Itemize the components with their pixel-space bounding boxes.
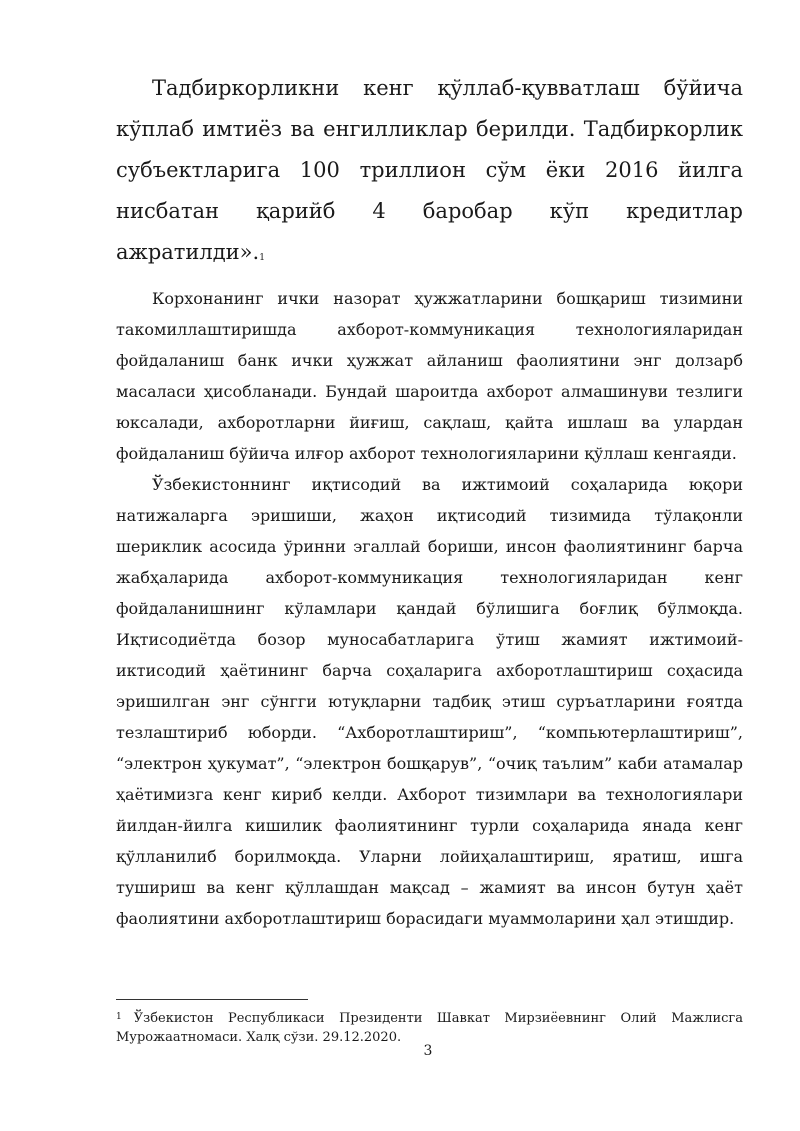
- footnote-marker: 1: [116, 1012, 122, 1022]
- footnote-separator: [116, 999, 308, 1000]
- intro-paragraph: [116, 68, 743, 273]
- footnote-reference[interactable]: 1: [259, 253, 265, 263]
- page-body: [116, 68, 743, 934]
- intro-paragraph-text: Тадбиркорликни кенг қўллаб-қувватлаш бўйича кўплаб имтиёз ва енгилликлар берилди. Тадбиркорлик субъектларига 100 триллион сўм ёки 2016 йилга нисбатан қарийб 4 баробар кўп кредитлар ажратилди».: [116, 76, 743, 264]
- footnote-text: Ўзбекистон Республикаси Президенти Шавкат Мирзиёевнинг Олий Мажлисга Мурожаатномаси. Халқ сўзи. 29.12.2020.: [116, 1011, 743, 1045]
- footnote: [116, 1009, 743, 1047]
- paragraph-ict-development: Ўзбекистоннинг иқтисодий ва ижтимоий соҳаларида юқори натижаларга эришиши, жаҳон иқтисодий тизимида тўлақонли шериклик асосида ўринни эгаллай бориши, инсон фаолиятининг барча жабҳаларида ахборот-коммуникация технологияларидан кенг фойдаланишнинг кўламлари қандай бўлишига боғлиқ бўлмоқда. Иқтисодиётда бозор муносабатларига ўтиш жамият ижтимоий-иктисодий ҳаётининг барча соҳаларига ахборотлаштириш соҳасида эришилган энг сўнгги ютуқларни тадбиқ этиш суръатларини ғоятда тезлаштириб юборди. “Ахборотлаштириш”, “компьютерлаштириш”, “электрон ҳукумат”, “электрон бошқарув”, “очиқ таълим” каби атамалар ҳаётимизга кенг кириб келди. Ахборот тизимлари ва технологиялари йилдан-йилга кишилик фаолиятининг турли соҳаларида янада кенг қўлланилиб борилмоқда. Уларни лойиҳалаштириш, яратиш, ишга тушириш ва кенг қўллашдан мақсад – жамият ва инсон бутун ҳаёт фаолиятини ахборотлаштириш борасидаги муаммоларини ҳал этишдир.: [116, 475, 743, 928]
- page-number: 3: [423, 1043, 433, 1059]
- paragraph-document-management: Корхонанинг ички назорат ҳужжатларини бошқариш тизимини такомиллаштиришда ахборот-коммуникация технологияларидан фойдаланиш банк ички ҳужжат айланиш фаолиятини энг долзарб масаласи ҳисобланади. Бундай шароитда ахборот алмашинуви тезлиги юксалади, ахборотларни йиғиш, сақлаш, қайта ишлаш ва улардан фойдаланиш бўйича илғор ахборот технологияларини қўллаш кенгаяди.: [116, 289, 743, 463]
